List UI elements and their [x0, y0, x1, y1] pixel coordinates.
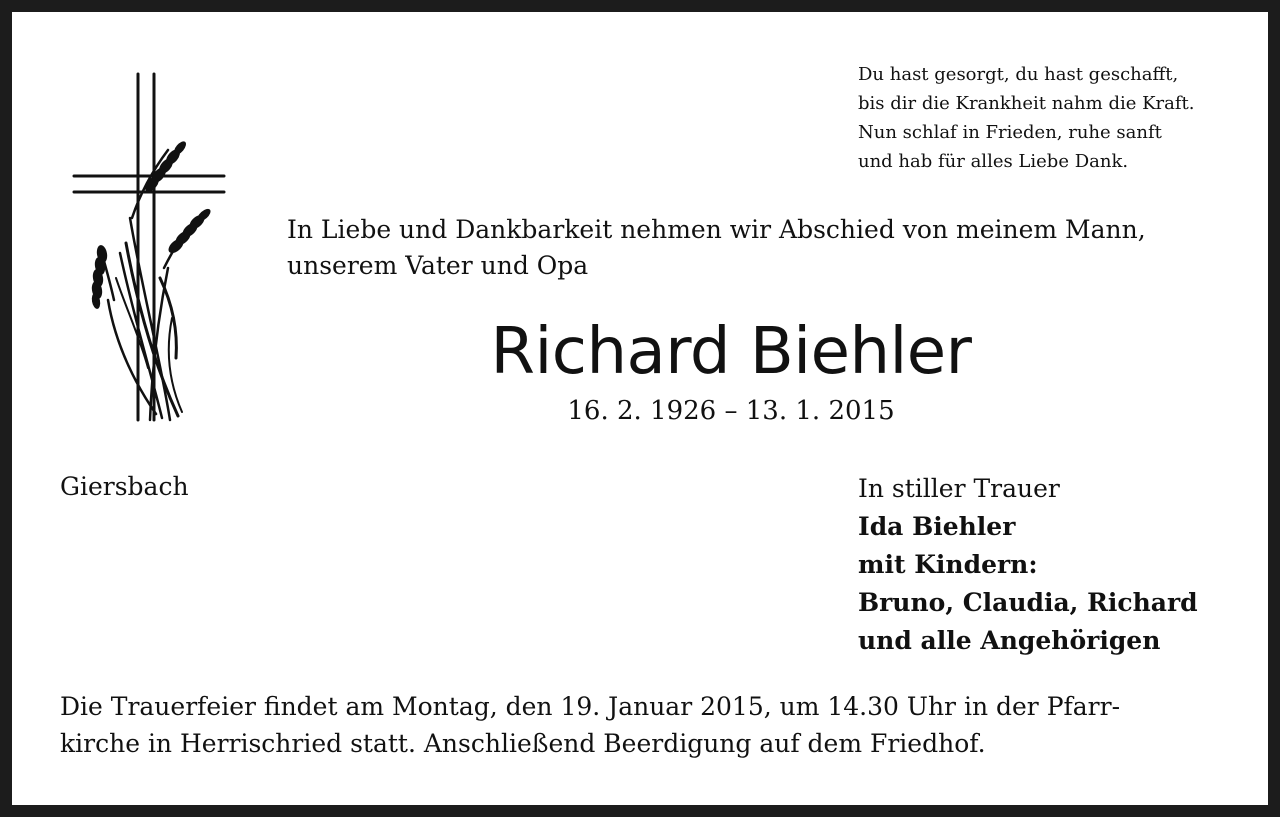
poem-line: Du hast gesorgt, du hast geschafft,: [858, 64, 1179, 85]
mourners-heading: In stiller Trauer: [858, 474, 1060, 503]
mourner-line: Ida Biehler: [858, 512, 1016, 541]
mourner-line: und alle Angehörigen: [858, 626, 1161, 655]
funeral-service-info: [60, 688, 1260, 762]
poem-line: Nun schlaf in Frieden, ruhe sanft: [858, 122, 1162, 143]
farewell-intro: [287, 212, 1247, 284]
hometown: Giersbach: [60, 472, 189, 501]
life-dates: 16. 2. 1926 – 13. 1. 2015: [567, 396, 895, 426]
service-line: Die Trauerfeier findet am Montag, den 19. Januar 2015, um 14.30 Uhr in der Pfarr-: [60, 692, 1121, 721]
memorial-poem: [858, 60, 1258, 176]
deceased-name: Richard Biehler: [490, 315, 972, 389]
mourner-line: mit Kindern:: [858, 550, 1038, 579]
cross-with-wheat-icon: [56, 68, 226, 428]
intro-line: unserem Vater und Opa: [287, 251, 589, 280]
poem-line: bis dir die Krankheit nahm die Kraft.: [858, 93, 1195, 114]
obituary-notice: [12, 12, 1268, 805]
intro-line: In Liebe und Dankbarkeit nehmen wir Abschied von meinem Mann,: [287, 215, 1146, 244]
mourners-block: [858, 470, 1258, 660]
mourner-line: Bruno, Claudia, Richard: [858, 588, 1198, 617]
poem-line: und hab für alles Liebe Dank.: [858, 151, 1129, 172]
service-line: kirche in Herrischried statt. Anschließend Beerdigung auf dem Friedhof.: [60, 729, 986, 758]
